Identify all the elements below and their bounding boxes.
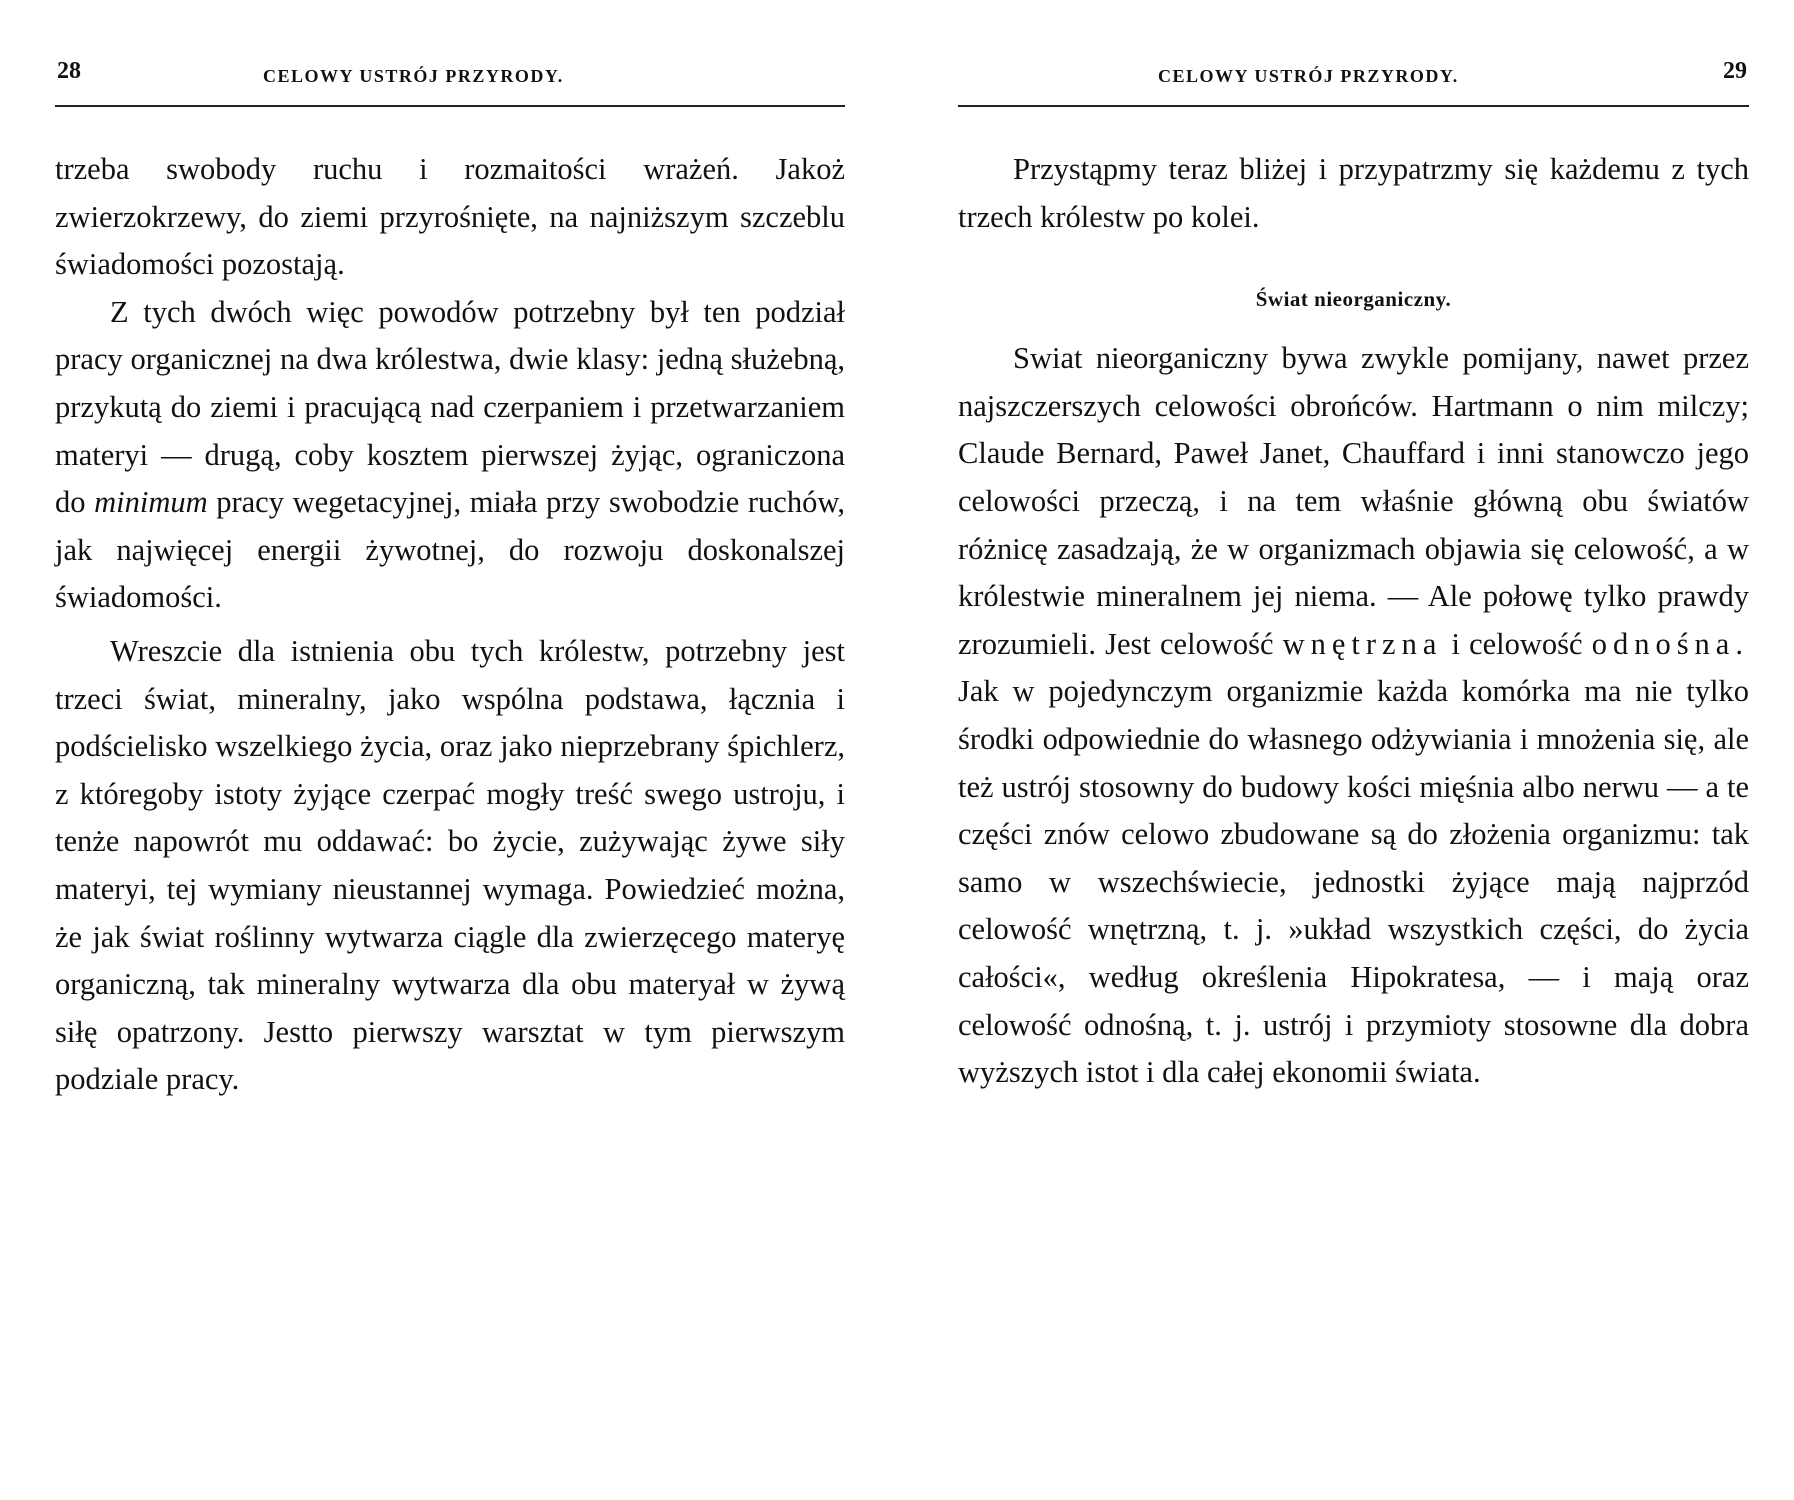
paragraph-text: pracy wegetacyjnej, miała przy swobodzie ruchów, jak najwięcej energii żywotnej, do rozwoju doskonalszej świadomości.	[55, 485, 845, 615]
paragraph: Wreszcie dla istnienia obu tych królestw, potrzebny jest trzeci świat, mineralny, jako wspólna podstawa, łącznia i podścielisko wszelkiego życia, oraz jako nieprzebrany śpichlerz, z któregoby istoty żyjące czerpać mogły treść swego ustroju, i tenże napowrót mu oddawać: bo życie, zużywając żywe siły materyi, tej wymiany nieustannej wymaga. Powiedzieć można, że jak świat roślinny wytwarza ciągle dla zwierzęcego materyę organiczną, tak mineralny wytwarza dla obu materyał w żywą siłę opatrzony. Jestto pierwszy warsztat w tym pierwszym podziale pracy.	[55, 633, 845, 1097]
paragraph	[55, 289, 845, 622]
paragraph-text: i celowość	[1442, 626, 1592, 661]
right-page-body	[958, 146, 1749, 1097]
running-title: CELOWY USTRÓJ PRZYRODY.	[263, 66, 564, 86]
paragraph-text: Swiat nieorganiczny bywa zwykle pomijany, nawet przez najszczerszych celowości obrońców. Hartmann o nim milczy; Claude Bernard, Paweł Janet, Chauffard i inni stanowczo jego celowości przeczą, i na tem właśnie główną obu światów różnicę zasadzają, że w organizmach objawia się celowość, a w królestwie mineralnem jej niema. — Ale połowę tylko prawdy zrozumieli. Jest celowość	[958, 341, 1749, 661]
running-title: CELOWY USTRÓJ PRZYRODY.	[1158, 66, 1459, 86]
right-page-header	[958, 58, 1749, 98]
header-rule	[55, 105, 845, 107]
left-page-header	[55, 58, 845, 98]
left-page-body	[55, 146, 845, 1104]
section-heading: Świat nieorganiczny.	[1255, 287, 1452, 312]
page-number: 29	[1723, 58, 1747, 84]
spaced-term: wnętrzna	[1282, 626, 1443, 661]
header-rule	[958, 105, 1749, 107]
paragraph-text: Jak w pojedynczym organizmie każda komórka ma nie tylko środki odpowiednie do własnego odżywiania i mnożenia się, ale też ustrój stosowny do budowy kości mięśnia albo nerwu — a te części znów celowo zbudowane są do złożenia organizmu: tak samo w wszechświecie, jednostki żyjące mają najprzód celowość wnętrzną, t. j. »układ wszystkich części, do życia całości«, według określenia Hipokratesa, — i mają oraz celowość odnośną, t. j. ustrój i przymioty stosowne dla dobra wyższych istot i dla całej ekonomii świata.	[958, 674, 1749, 1090]
paragraph-text: Z tych dwóch więc powodów potrzebny był ten podział pracy organicznej na dwa królestwa, dwie klasy: jedną służebną, przykutą do ziemi i pracującą nad czerpaniem i przetwarzaniem materyi — drugą, coby kosztem pierwszej żyjąc, ograniczona do	[55, 294, 845, 520]
paragraph	[958, 335, 1749, 1097]
spaced-term: odnośna.	[1591, 626, 1749, 661]
paragraph: trzeba swobody ruchu i rozmaitości wrażeń. Jakoż zwierzokrzewy, do ziemi przyrośnięte, na najniższym szczeblu świadomości pozostają.	[55, 152, 845, 282]
paragraph: Przystąpmy teraz bliżej i przypatrzmy się każdemu z tych trzech królestw po kolei.	[958, 152, 1749, 234]
emphasized-word: minimum	[94, 485, 208, 520]
page-number: 28	[57, 58, 81, 84]
